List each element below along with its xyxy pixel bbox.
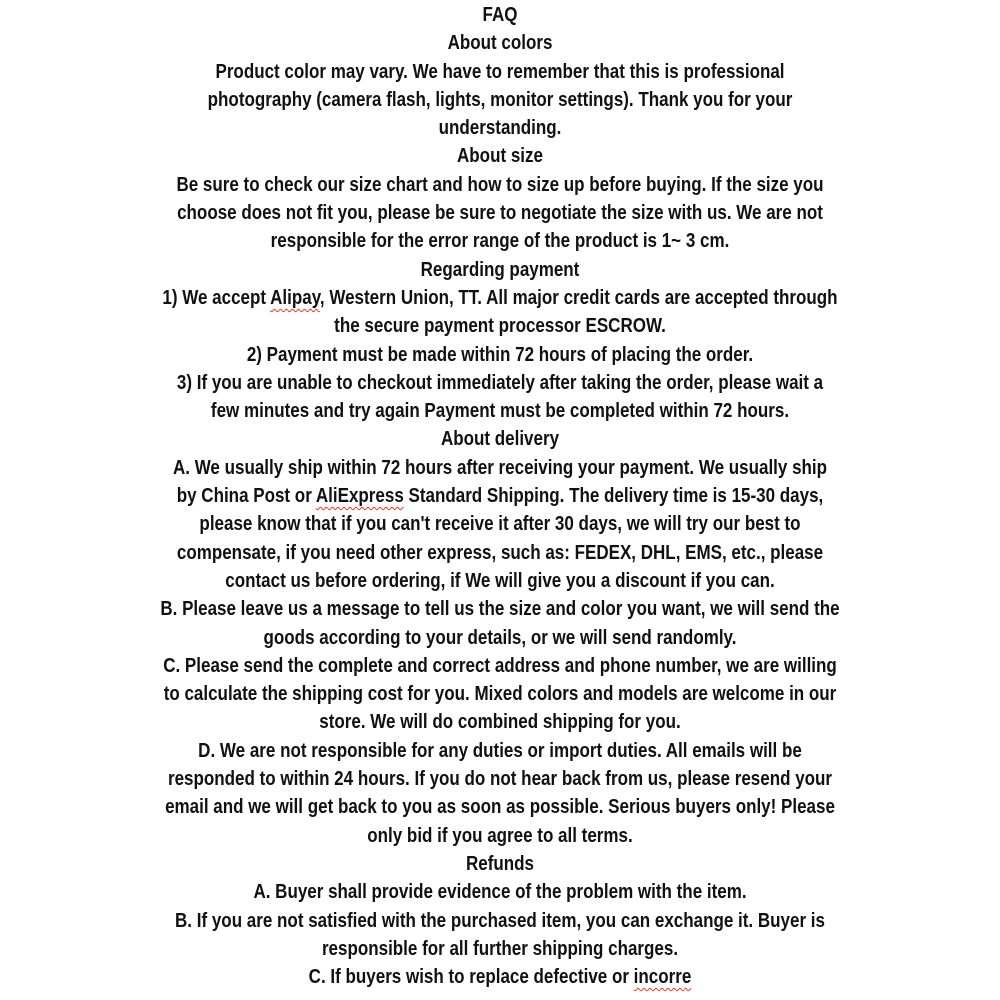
text-segment: C. If buyers wish to replace defective or [308,966,634,989]
heading-about-delivery: About delivery [440,428,560,451]
refunds-item-b-line-1: B. If you are not satisfied with the purchased item, you can exchange it. Buyer is [175,909,825,932]
delivery-item-c-line-3: store. We will do combined shipping for you. [319,711,681,734]
delivery-item-d-line-4: only bid if you agree to all terms. [367,824,633,847]
about-size-text-line-3: responsible for the error range of the product is 1~ 3 cm. [270,230,730,253]
refunds-item-c-truncated [75,963,925,991]
delivery-item-a-line-3: please know that if you can't receive it after 30 days, we will try our best to [199,513,801,536]
delivery-item-d-line-2: responded to within 24 hours. If you do not hear back from us, please resend your [167,768,833,791]
delivery-item-a-line-5: contact us before ordering, if We will give you a discount if you can. [225,569,775,592]
about-colors-text-line-2: photography (camera flash, lights, monitor settings). Thank you for your [207,88,793,111]
text-segment: by China Post or [176,485,316,508]
about-size-text-line-1: Be sure to check our size chart and how to size up before buying. If the size you [176,173,824,196]
about-colors-text-line-3: understanding. [438,117,562,140]
payment-item-3-line-2: few minutes and try again Payment must be completed within 72 hours. [210,400,790,423]
payment-item-1-line-1 [75,284,925,312]
payment-item-3-line-1: 3) If you are unable to checkout immediately after taking the order, please wait a [176,371,824,394]
faq-title: FAQ [482,4,518,26]
misspelled-word-aliexpress: AliExpress [315,485,404,508]
refunds-item-a: A. Buyer shall provide evidence of the problem with the item. [253,881,747,904]
delivery-item-d-line-3: email and we will get back to you as soon as possible. Serious buyers only! Please [165,796,835,819]
payment-item-2: 2) Payment must be made within 72 hours of placing the order. [246,343,754,366]
text-segment: , Western Union, TT. All major credit cards are accepted through [319,286,838,309]
delivery-item-a-line-4: compensate, if you need other express, such as: FEDEX, DHL, EMS, etc., please [176,541,824,564]
heading-about-size: About size [457,145,543,168]
refunds-item-b-line-2: responsible for all further shipping charges. [321,937,679,960]
delivery-item-a-line-1: A. We usually ship within 72 hours after receiving your payment. We usually ship [172,456,828,479]
delivery-item-c-line-1: C. Please send the complete and correct address and phone number, we are willing [163,654,837,677]
heading-about-colors: About colors [447,32,553,55]
delivery-item-b-line-1: B. Please leave us a message to tell us the size and color you want, we will send the [160,598,840,621]
misspelled-word-alipay: Alipay [270,286,320,309]
payment-item-1-line-2: the secure payment processor ESCROW. [334,315,666,338]
text-segment: 1) We accept [162,286,271,309]
misspelled-word-incorre: incorre [633,966,692,989]
delivery-item-c-line-2: to calculate the shipping cost for you. Mixed colors and models are welcome in our [163,683,837,706]
heading-regarding-payment: Regarding payment [420,258,580,281]
delivery-item-b-line-2: goods according to your details, or we will send randomly. [263,626,737,649]
about-size-text-line-2: choose does not fit you, please be sure to negotiate the size with us. We are not [177,202,823,225]
text-segment: Standard Shipping. The delivery time is 15-30 days, [403,485,824,508]
heading-refunds: Refunds [466,852,534,875]
delivery-item-a-line-2 [75,482,925,510]
delivery-item-d-line-1: D. We are not responsible for any duties or import duties. All emails will be [198,739,802,762]
about-colors-text-line-1: Product color may vary. We have to remember that this is professional [215,60,785,83]
